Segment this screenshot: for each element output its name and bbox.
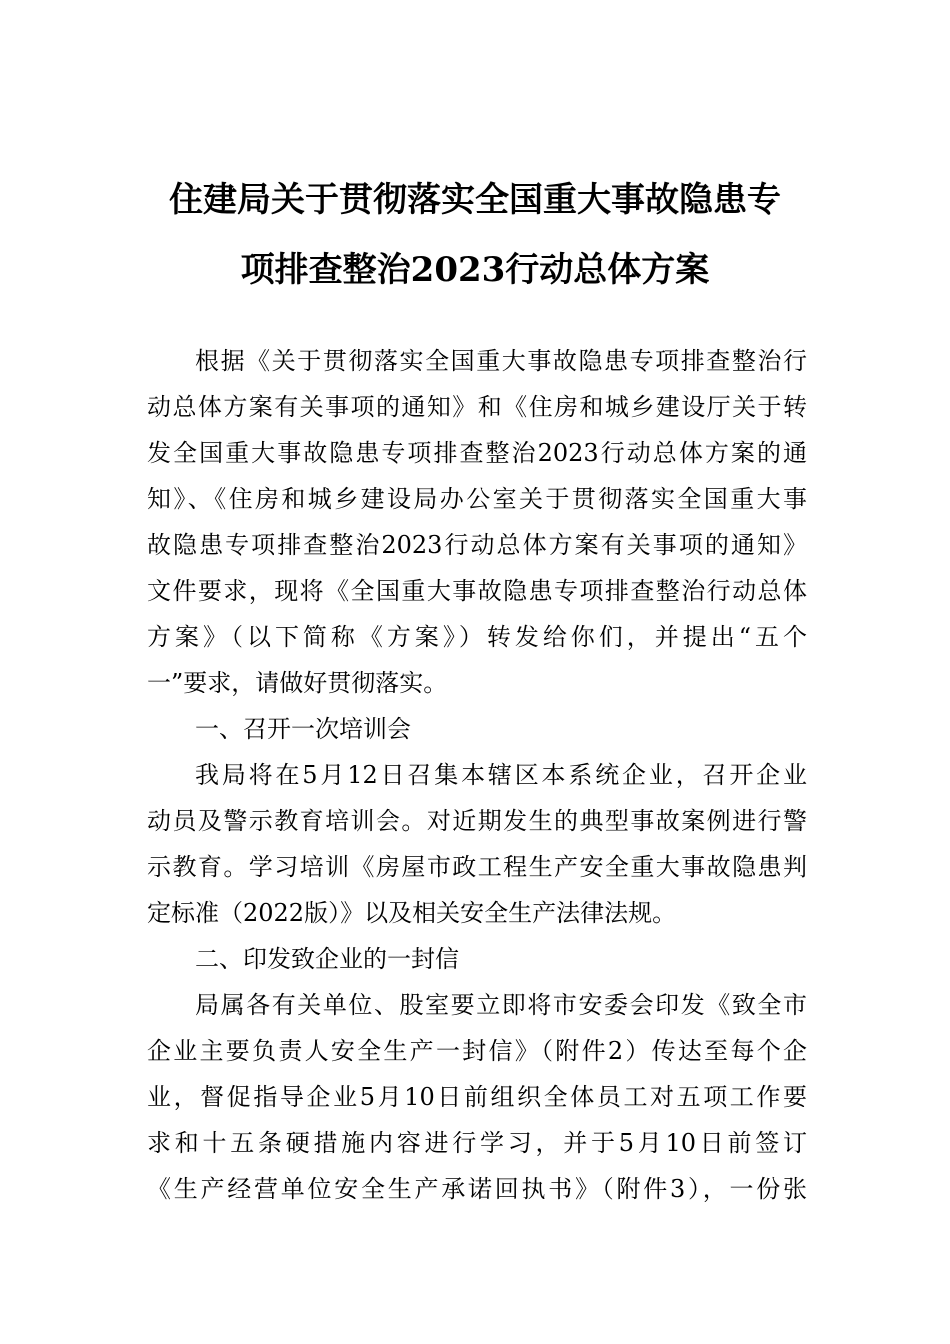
intro-line: 文件要求，现将《全国重大事故隐患专项排查整治行动总体 xyxy=(147,577,807,605)
intro-line: 发全国重大事故隐患专项排查整治2023行动总体方案的通 xyxy=(147,439,807,467)
section-1-line: 我局将在5月12日召集本辖区本系统企业，召开企业 xyxy=(195,761,807,789)
section-1-line: 动员及警示教育培训会。对近期发生的典型事故案例进行警 xyxy=(147,807,807,835)
section-2-line: 《生产经营单位安全生产承诺回执书》（附件3），一份张 xyxy=(147,1175,807,1203)
document-title-line-2: 项排查整治2023行动总体方案 xyxy=(240,250,710,290)
intro-line: 根据《关于贯彻落实全国重大事故隐患专项排查整治行 xyxy=(195,347,807,375)
section-2-line: 企业主要负责人安全生产一封信》（附件2）传达至每个企 xyxy=(147,1037,807,1065)
intro-line: 方案》（以下简称《方案》）转发给你们，并提出“五个 xyxy=(147,623,807,651)
section-2-line: 业，督促指导企业5月10日前组织全体员工对五项工作要 xyxy=(147,1083,807,1111)
section-1-line: 示教育。学习培训《房屋市政工程生产安全重大事故隐患判 xyxy=(147,853,807,881)
section-2-line: 局属各有关单位、股室要立即将市安委会印发《致全市 xyxy=(195,991,807,1019)
document-title-line-1: 住建局关于贯彻落实全国重大事故隐患专 xyxy=(169,180,781,220)
intro-line: 故隐患专项排查整治2023行动总体方案有关事项的通知》 xyxy=(147,531,807,559)
section-2-line: 求和十五条硬措施内容进行学习，并于5月10日前签订 xyxy=(147,1129,807,1157)
intro-line: 一”要求，请做好贯彻落实。 xyxy=(147,669,448,697)
section-2-heading: 二、印发致企业的一封信 xyxy=(195,945,459,973)
section-1-line: 定标准（2022版）》以及相关安全生产法律法规。 xyxy=(147,899,677,927)
intro-line: 知》、《住房和城乡建设局办公室关于贯彻落实全国重大事 xyxy=(147,485,807,513)
section-1-heading: 一、召开一次培训会 xyxy=(195,715,411,743)
intro-line: 动总体方案有关事项的通知》和《住房和城乡建设厅关于转 xyxy=(147,393,807,421)
